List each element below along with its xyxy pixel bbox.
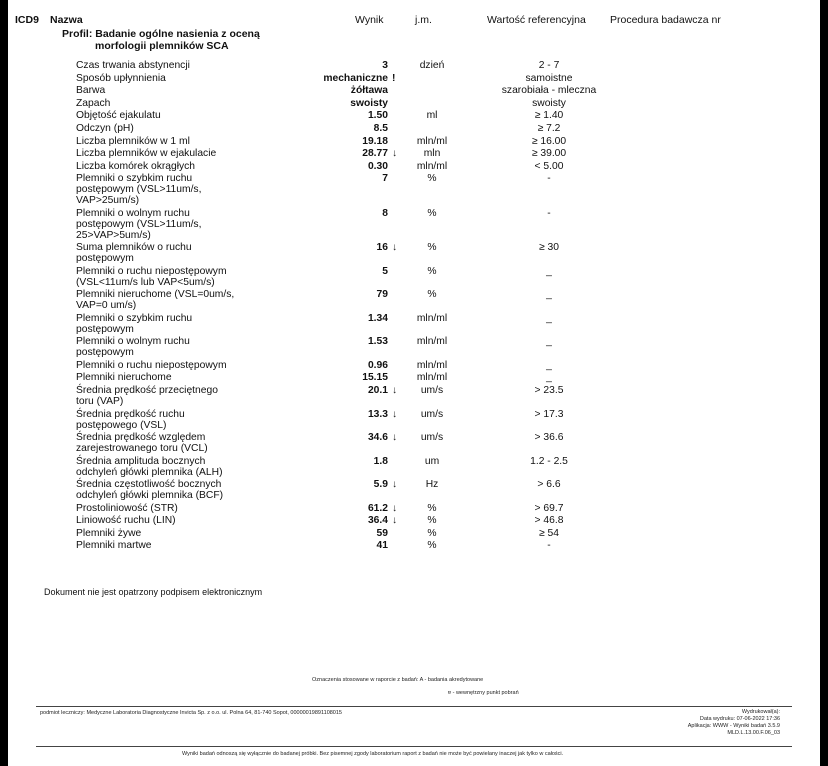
parameter-name-line: Plemniki nieruchome [76, 372, 172, 384]
table-row [8, 540, 820, 553]
table-row [8, 372, 820, 385]
parameter-name [76, 528, 286, 539]
parameter-name [76, 385, 286, 407]
result-unit: um [424, 455, 440, 467]
parameter-name-line: (VSL<11um/s lub VAP<5um/s) [76, 276, 215, 288]
header-reference: Wartość referencyjna [487, 14, 586, 26]
table-row [8, 479, 820, 503]
result-unit: % [427, 173, 437, 185]
result-value: 36.4 [367, 515, 388, 527]
reference-range: 2 - 7 [538, 60, 560, 71]
footer-legend-internal: ɐ - wewnętrzny punkt pobrań [448, 690, 519, 696]
result-unit: mln/ml [416, 135, 448, 147]
table-row [8, 98, 820, 111]
parameter-name-line: postępowym [76, 253, 134, 265]
parameter-name-line: VAP>25um/s) [76, 195, 140, 207]
parameter-name-line: Barwa [76, 85, 106, 97]
parameter-name-line: Średnia prędkość względem [76, 432, 206, 444]
parameter-name-line: Liczba plemników w 1 ml [76, 135, 190, 147]
reference-range: swoisty [532, 97, 566, 109]
result-unit: dzień [419, 60, 445, 71]
parameter-name [76, 336, 286, 358]
reference-range: > 36.6 [534, 432, 564, 444]
footer-legend-accredited: Oznaczenia stosowane w raporcie z badań: A - badania akredytowane [312, 677, 484, 683]
table-row [8, 173, 820, 208]
arrow-down-icon: ↓ [392, 242, 398, 254]
table-row [8, 409, 820, 433]
result-unit: um/s [420, 408, 444, 420]
parameter-name [76, 161, 286, 172]
parameter-name-line: postępowym [76, 323, 134, 335]
result-unit: mln [423, 148, 441, 160]
arrow-down-icon: ↓ [392, 479, 398, 491]
reference-range: - [547, 540, 551, 552]
reference-range: _ [546, 265, 552, 277]
result-unit: % [427, 265, 437, 277]
reference-range: ≥ 39.00 [531, 148, 567, 160]
reference-range: ≥ 1.40 [534, 110, 564, 122]
result-value: 8.5 [373, 122, 388, 134]
parameter-name [76, 289, 286, 311]
parameter-name-line: Prostoliniowość (STR) [76, 502, 178, 514]
parameter-name-line: Liniowość ruchu (LIN) [76, 515, 176, 527]
parameter-name [76, 409, 286, 431]
parameter-name-line: postępowym (VSL>11um/s, [76, 184, 202, 196]
reference-range: samoistne [525, 72, 573, 84]
result-value: 1.34 [367, 312, 388, 324]
parameter-name [76, 242, 286, 264]
table-row [8, 456, 820, 480]
parameter-name-line: odchyleń główki plemnika (BCF) [76, 490, 224, 502]
footer-disclaimer: Wyniki badań odnoszą się wyłącznie do badanej próbki. Bez pisemnej zgody laboratorium raport z badań nie może być powielany inaczej jak tylko w całości. [182, 751, 564, 757]
parameter-name-line: Liczba komórek okrągłych [76, 160, 196, 172]
footer-form-code: MLD.L.13.00.F.06_03 [727, 730, 780, 736]
table-row [8, 85, 820, 98]
parameter-name-line: Sposób upłynnienia [76, 72, 166, 84]
profile-subtitle: morfologii plemników SCA [95, 40, 229, 52]
parameter-name-line: Plemniki żywe [76, 527, 142, 539]
parameter-name [76, 60, 286, 71]
result-unit: % [427, 540, 437, 552]
result-unit: % [427, 242, 437, 254]
result-value: 20.1 [367, 385, 388, 397]
footer-application: Aplikacja: WWW - Wyniki badań 3.5.9 [687, 723, 780, 729]
result-value: 15.15 [362, 372, 388, 384]
table-row [8, 385, 820, 409]
reference-range: > 23.5 [534, 385, 564, 397]
parameter-name [76, 432, 286, 454]
parameter-name-line: postępowym [76, 347, 134, 359]
table-row [8, 161, 820, 174]
parameter-name-line: postępowego (VSL) [76, 419, 167, 431]
parameter-name-line: Objętość ejakulatu [76, 110, 161, 122]
result-value: mechaniczne [323, 72, 388, 84]
result-unit: mln/ml [416, 336, 448, 348]
parameter-name-line: Plemniki o szybkim ruchu [76, 173, 193, 185]
reference-range: > 46.8 [534, 515, 564, 527]
arrow-down-icon: ↓ [392, 502, 398, 514]
parameter-name-line: Odczyn (pH) [76, 122, 134, 134]
parameter-name [76, 73, 286, 84]
result-unit: % [427, 515, 437, 527]
result-unit: mln/ml [416, 359, 448, 371]
abnormal-flag-icon: ! [392, 72, 396, 84]
footer-printed-by: Wydrukował(a): [741, 709, 780, 715]
parameter-name [76, 313, 286, 335]
result-value: 3 [382, 60, 388, 71]
reference-range: _ [546, 336, 552, 348]
result-value: 5.9 [373, 479, 388, 491]
parameter-name-line: Plemniki o szybkim ruchu [76, 312, 193, 324]
parameter-name [76, 503, 286, 514]
reference-range: ≥ 54 [539, 527, 559, 539]
reference-range: _ [546, 312, 552, 324]
parameter-name-line: Średnia prędkość przeciętnego [76, 385, 218, 397]
footer-divider-bottom [36, 746, 792, 747]
parameter-name-line: Plemniki nieruchome (VSL=0um/s, [76, 289, 235, 301]
result-unit: um/s [420, 385, 444, 397]
reference-range: > 69.7 [534, 502, 564, 514]
result-value: 61.2 [367, 502, 388, 514]
table-row [8, 432, 820, 456]
result-value: 0.96 [367, 359, 388, 371]
table-row [8, 123, 820, 136]
reference-range: ≥ 7.2 [537, 122, 561, 134]
header-code: ICD9 [15, 14, 39, 26]
parameter-name-line: Średnia prędkość ruchu [76, 408, 185, 420]
table-row [8, 148, 820, 161]
result-unit: um/s [420, 432, 444, 444]
parameter-name [76, 540, 286, 551]
result-value: 28.77 [362, 148, 388, 160]
parameter-name [76, 456, 286, 478]
result-value: żółtawa [350, 85, 388, 97]
parameter-name [76, 360, 286, 371]
reference-range: _ [546, 359, 552, 371]
table-row [8, 208, 820, 243]
reference-range: < 5.00 [534, 160, 564, 172]
result-value: 34.6 [367, 432, 388, 444]
parameter-name-line: postępowym (VSL>11um/s, [76, 218, 202, 230]
result-value: 59 [376, 527, 388, 539]
parameter-name [76, 266, 286, 288]
footer-divider [36, 706, 792, 707]
result-unit: % [427, 527, 437, 539]
parameter-name-line: Plemniki o wolnym ruchu [76, 207, 190, 219]
table-row [8, 266, 820, 290]
result-unit: mln/ml [416, 372, 448, 384]
parameter-name-line: Plemniki o wolnym ruchu [76, 336, 190, 348]
reference-range: > 17.3 [534, 408, 564, 420]
parameter-name [76, 372, 286, 383]
parameter-name-line: Plemniki o ruchu niepostępowym [76, 359, 227, 371]
table-row [8, 360, 820, 373]
arrow-down-icon: ↓ [392, 408, 398, 420]
signature-note: Dokument nie jest opatrzony podpisem elektronicznym [44, 587, 263, 597]
parameter-name [76, 136, 286, 147]
parameter-name [76, 123, 286, 134]
table-row [8, 503, 820, 516]
arrow-down-icon: ↓ [392, 148, 398, 160]
reference-range: ≥ 16.00 [531, 135, 567, 147]
result-value: 5 [382, 265, 388, 277]
parameter-name-line: Plemniki o ruchu niepostępowym [76, 265, 227, 277]
arrow-down-icon: ↓ [392, 385, 398, 397]
parameter-name-line: Średnia częstotliwość bocznych [76, 479, 222, 491]
table-row [8, 289, 820, 313]
table-row [8, 528, 820, 541]
parameter-name [76, 515, 286, 526]
footer-print-date: Data wydruku: 07-06-2022 17:36 [699, 716, 780, 722]
result-unit: % [427, 207, 437, 219]
reference-range: ≥ 30 [539, 242, 559, 254]
parameter-name-line: Średnia amplituda bocznych [76, 455, 206, 467]
result-unit: ml [426, 110, 438, 122]
parameter-name [76, 98, 286, 109]
table-row [8, 73, 820, 86]
result-value: 79 [376, 289, 388, 301]
reference-range: > 6.6 [537, 479, 561, 491]
result-unit: Hz [425, 479, 439, 491]
parameter-name-line: Liczba plemników w ejakulacie [76, 148, 217, 160]
result-unit: mln/ml [416, 160, 448, 172]
result-value: 19.18 [362, 135, 388, 147]
table-row [8, 242, 820, 266]
result-value: 0.30 [367, 160, 388, 172]
arrow-down-icon: ↓ [392, 432, 398, 444]
parameter-name [76, 148, 286, 159]
result-value: 8 [382, 207, 388, 219]
parameter-name [76, 208, 286, 241]
arrow-down-icon: ↓ [392, 515, 398, 527]
parameter-name-line: Zapach [76, 97, 111, 109]
table-row [8, 515, 820, 528]
table-row [8, 110, 820, 123]
parameter-name-line: Plemniki martwe [76, 540, 152, 552]
header-procedure: Procedura badawcza nr [610, 14, 721, 26]
table-row [8, 60, 820, 73]
footer-lab-info: podmiot leczniczy: Medyczne Laboratoria Diagnostyczne Invicta Sp. z o.o. ul. Polna 64, 81-740 Sopot, 00000019891108015 [40, 710, 342, 716]
parameter-name-line: Czas trwania abstynencji [76, 60, 190, 71]
reference-range: - [547, 207, 551, 219]
parameter-name [76, 110, 286, 121]
result-value: 13.3 [367, 408, 388, 420]
parameter-name-line: VAP=0 um/s) [76, 300, 137, 312]
header-result: Wynik [355, 14, 384, 26]
header-name: Nazwa [50, 14, 83, 26]
result-value: 1.8 [373, 455, 388, 467]
reference-range: - [547, 173, 551, 185]
table-row [8, 136, 820, 149]
result-value: 1.50 [367, 110, 388, 122]
result-value: swoisty [350, 97, 388, 109]
result-value: 41 [376, 540, 388, 552]
parameter-name [76, 85, 286, 96]
parameter-name [76, 173, 286, 206]
reference-range: szarobiała - mleczna [501, 85, 597, 97]
table-row [8, 313, 820, 337]
result-value: 1.53 [367, 336, 388, 348]
parameter-name-line: zarejestrowanego toru (VCL) [76, 443, 208, 455]
result-unit: % [427, 289, 437, 301]
reference-range: _ [546, 372, 552, 384]
reference-range: _ [546, 289, 552, 301]
header-unit: j.m. [415, 14, 432, 26]
parameter-name-line: odchyleń główki plemnika (ALH) [76, 466, 223, 478]
profile-title: Profil: Badanie ogólne nasienia z oceną [62, 28, 260, 40]
parameter-name [76, 479, 286, 501]
result-value: 16 [376, 242, 388, 254]
results-table [8, 60, 820, 553]
table-row [8, 336, 820, 360]
result-unit: % [427, 502, 437, 514]
result-unit: mln/ml [416, 312, 448, 324]
reference-range: 1.2 - 2.5 [530, 455, 568, 467]
report-page [8, 0, 820, 766]
parameter-name-line: toru (VAP) [76, 396, 124, 408]
parameter-name-line: Suma plemników o ruchu [76, 242, 192, 254]
parameter-name-line: 25>VAP>5um/s) [76, 229, 151, 241]
result-value: 7 [382, 173, 388, 185]
